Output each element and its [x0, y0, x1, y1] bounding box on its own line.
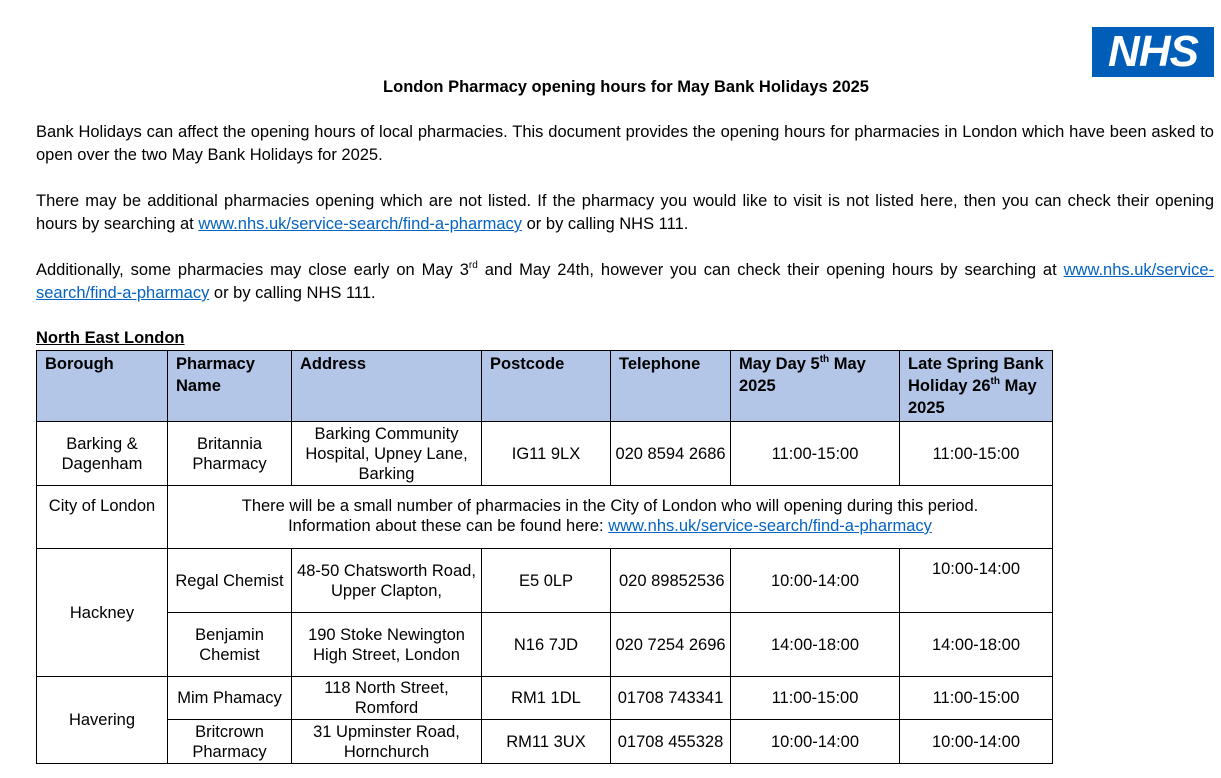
document-title: London Pharmacy opening hours for May Bank Holidays 2025 [383, 78, 869, 96]
telephone-cell: 020 89852536 [611, 549, 731, 613]
superscript: rd [468, 260, 478, 271]
para2-text-end: or by calling NHS 111. [522, 215, 689, 233]
may-day-hours-cell: 10:00-14:00 [731, 720, 900, 764]
postcode-cell: RM11 3UX [482, 720, 611, 764]
intro-paragraph: Bank Holidays can affect the opening hours of local pharmacies. This document provides the opening hours for pharmacies in London which have been asked to open over the two May Bank Holidays for 2025. [36, 123, 1214, 164]
header-late-spring: Late Spring Bank Holiday 26th May 2025 [900, 351, 1053, 422]
table-row [37, 613, 1053, 677]
city-note-line-1: There will be a small number of pharmacies in the City of London who will opening during this period. [241, 497, 979, 515]
header-address: Address [292, 351, 482, 422]
borough-cell: Barking & Dagenham [37, 422, 168, 486]
postcode-cell: E5 0LP [482, 549, 611, 613]
header-postcode: Postcode [482, 351, 611, 422]
city-of-london-note [168, 486, 1053, 549]
may-day-hours-cell: 11:00-15:00 [731, 422, 900, 486]
additional-pharmacies-paragraph [36, 190, 1214, 236]
postcode-cell: N16 7JD [482, 613, 611, 677]
late-spring-hours-cell: 10:00-14:00 [900, 549, 1053, 613]
borough-cell: City of London [37, 486, 168, 549]
find-pharmacy-link[interactable]: www.nhs.uk/service-search/find-a-pharmacy [198, 215, 523, 233]
table-row [37, 486, 1053, 549]
city-find-pharmacy-link[interactable]: www.nhs.uk/service-search/find-a-pharmacy [608, 517, 932, 535]
telephone-cell: 020 8594 2686 [611, 422, 731, 486]
postcode-cell: IG11 9LX [482, 422, 611, 486]
pharmacy-name-cell: Mim Phamacy [168, 677, 292, 720]
borough-cell: Hackney [37, 549, 168, 677]
header-pharmacy-name: Pharmacy Name [168, 351, 292, 422]
para3-text-middle: and May 24th, however you can check their opening hours by searching at [477, 261, 1064, 279]
postcode-cell: RM1 1DL [482, 677, 611, 720]
find-pharmacy-link-2[interactable]: www.nhs.uk/service-search/find-a-pharmacy [36, 261, 1214, 302]
section-heading: North East London [36, 329, 185, 347]
para3-text: Additionally, some pharmacies may close early on May 3 [36, 261, 469, 279]
address-cell: 190 Stoke Newington High Street, London [292, 613, 482, 677]
telephone-cell: 020 7254 2696 [611, 613, 731, 677]
pharmacy-name-cell: Britcrown Pharmacy [168, 720, 292, 764]
address-cell: 31 Upminster Road, Hornchurch [292, 720, 482, 764]
early-closing-paragraph [36, 259, 1214, 305]
para3-text-end: or by calling NHS 111. [209, 284, 376, 302]
address-cell: 118 North Street, Romford [292, 677, 482, 720]
late-spring-hours-cell: 11:00-15:00 [900, 422, 1053, 486]
pharmacy-table [36, 350, 1053, 764]
para2-text: There may be additional pharmacies opening which are not listed. If the pharmacy you would like to visit is not listed here, then you can check their opening hours by searching at [36, 192, 1214, 233]
city-note-line-2: Information about these can be found here: www.nhs.uk/service-search/find-a-pharmacy [288, 517, 932, 535]
nhs-logo: NHS [1092, 27, 1214, 77]
late-spring-hours-cell: 11:00-15:00 [900, 677, 1053, 720]
may-day-hours-cell: 11:00-15:00 [731, 677, 900, 720]
late-spring-hours-cell: 10:00-14:00 [900, 720, 1053, 764]
table-row [37, 422, 1053, 486]
telephone-cell: 01708 743341 [611, 677, 731, 720]
telephone-cell: 01708 455328 [611, 720, 731, 764]
table-row [37, 720, 1053, 764]
pharmacy-name-cell: Benjamin Chemist [168, 613, 292, 677]
borough-cell: Havering [37, 677, 168, 764]
address-cell: Barking Community Hospital, Upney Lane, Barking [292, 422, 482, 486]
pharmacy-name-cell: Britannia Pharmacy [168, 422, 292, 486]
address-cell: 48-50 Chatsworth Road, Upper Clapton, [292, 549, 482, 613]
header-telephone: Telephone [611, 351, 731, 422]
table-header-row [37, 351, 1053, 422]
table-row [37, 677, 1053, 720]
header-borough: Borough [37, 351, 168, 422]
may-day-hours-cell: 10:00-14:00 [731, 549, 900, 613]
pharmacy-name-cell: Regal Chemist [168, 549, 292, 613]
may-day-hours-cell: 14:00-18:00 [731, 613, 900, 677]
header-may-day: May Day 5th May 2025 [731, 351, 900, 422]
table-row [37, 549, 1053, 613]
late-spring-hours-cell: 14:00-18:00 [900, 613, 1053, 677]
